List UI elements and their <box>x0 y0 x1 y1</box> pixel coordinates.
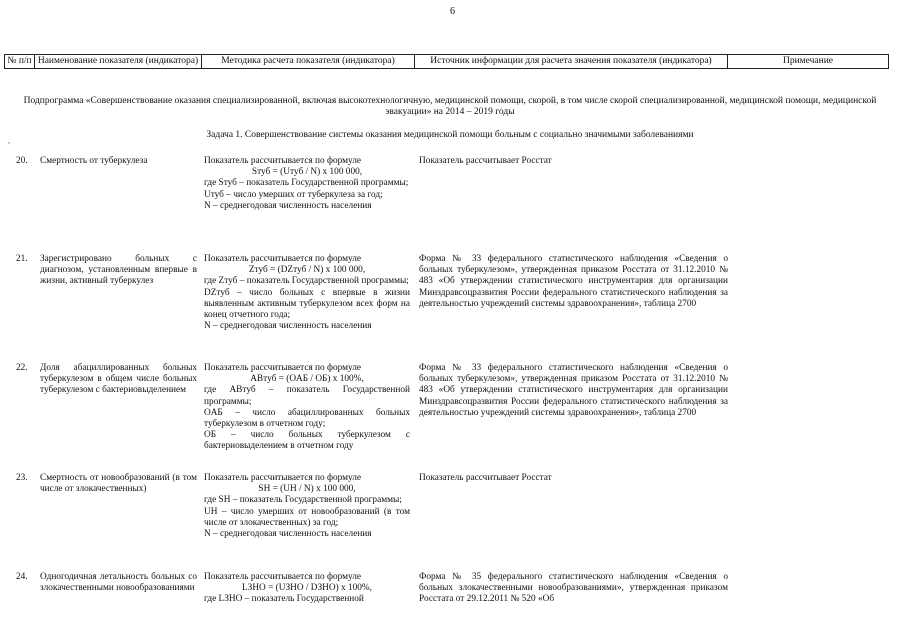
method-line: где Zтуб – показатель Государственной программы; <box>204 276 409 287</box>
method-cell <box>204 572 410 606</box>
method-line: Uтуб – число умерших от туберкулеза за год; <box>204 189 383 200</box>
method-line: OАБ – число абациллированных больных туберкулезом в отчетном году; <box>204 407 410 430</box>
method-cell <box>204 363 410 453</box>
method-line: где SH – показатель Государственной программы; <box>204 495 402 506</box>
source-cell: Форма № 33 федерального статистического наблюдения «Сведения о больных туберкулезом», утвержденная приказом Росстата от 31.12.2010 № 483 «Об утверждении статистического инструментария для организации Минздравсоцразвития России федерального статистического наблюдения за деятельностью учреждений системы здравоохранения», таблица 2700 <box>419 254 728 309</box>
method-line: DZтуб – число больных с впервые в жизни выявленным активным туберкулезом всех форм на конец отчетного года; <box>204 287 410 321</box>
header-num: № п/п <box>5 55 35 69</box>
row-number: 23. <box>16 473 28 483</box>
method-line: UH – число умерших от новообразований (в том числе от злокачественных) за год; <box>204 506 410 528</box>
row-number: 24. <box>16 572 28 582</box>
formula: SH = (UH / N) x 100 000, <box>258 484 356 495</box>
formula: Zтуб = (DZтуб / N) x 100 000, <box>248 265 366 276</box>
header-note: Примечание <box>728 55 889 69</box>
method-line: N – среднегодовая численность населения <box>204 200 372 211</box>
formula: Sтуб = (Uтуб / N) x 100 000, <box>251 167 363 178</box>
method-intro: Показатель рассчитывается по формуле <box>204 156 362 166</box>
method-line: где Sтуб – показатель Государственной программы; <box>204 178 409 189</box>
formula: LЗНО = (UЗНО / DЗНО) x 100%, <box>242 583 372 594</box>
page-number: 6 <box>450 6 455 17</box>
subprogram-title: Подпрограмма «Совершенствование оказания специализированной, включая высокотехнологичную, медицинской помощи, скорой, в том числе скорой специализированной, медицинской помощи, медицинской эвакуации» на 2014 – 2019 годы <box>23 96 877 117</box>
method-cell <box>204 254 410 332</box>
method-line: OБ – число больных туберкулезом с бактериовыделением в отчетном году <box>204 430 410 452</box>
method-cell <box>204 156 410 212</box>
indicator-name: Смертность от новообразований (в том числе от злокачественных) <box>40 473 197 495</box>
table-header <box>4 54 889 69</box>
source-cell: Показатель рассчитывает Росстат <box>419 473 552 483</box>
method-intro: Показатель рассчитывается по формуле <box>204 254 362 264</box>
scan-speck: , <box>8 136 10 145</box>
header-source: Источник информации для расчета значения показателя (индикатора) <box>415 55 728 69</box>
method-intro: Показатель рассчитывается по формуле <box>204 572 362 582</box>
row-number: 22. <box>16 363 28 373</box>
row-number: 20. <box>16 156 28 166</box>
source-cell: Форма № 35 федерального статистического наблюдения «Сведения о больных злокачественными новообразованиями», утвержденная приказом Росстата от 29.12.2011 № 520 «Об <box>419 572 728 605</box>
method-line: где LЗНО – показатель Государственной <box>204 594 364 605</box>
row-number: 21. <box>16 254 28 264</box>
method-cell <box>204 473 410 540</box>
formula: ABтуб = (OАБ / OБ) x 100%, <box>250 374 364 385</box>
header-method: Методика расчета показателя (индикатора) <box>202 55 415 69</box>
source-cell: Показатель рассчитывает Росстат <box>419 156 552 166</box>
method-intro: Показатель рассчитывается по формуле <box>204 363 362 373</box>
header-name: Наименование показателя (индикатора) <box>35 55 202 69</box>
indicator-name: Одногодичная летальность больных со злокачественными новообразованиями <box>40 572 197 594</box>
source-cell: Форма № 33 федерального статистического наблюдения «Сведения о больных туберкулезом», утвержденная приказом Росстата от 31.12.2010 № 483 «Об утверждении статистического инструментария для организации Минздравсоцразвития России федерального статистического наблюдения за деятельностью учреждений системы здравоохранения», таблица 2700 <box>419 363 728 418</box>
indicator-name: Смертность от туберкулеза <box>40 156 148 166</box>
method-intro: Показатель рассчитывается по формуле <box>204 473 362 483</box>
indicator-name: Доля абациллированных больных туберкулезом в общем числе больных туберкулезом с бактериовыделением <box>40 363 197 396</box>
task-title: Задача 1. Совершенствование системы оказания медицинской помощи больным с социально значимыми заболеваниями <box>206 130 694 140</box>
method-line: где ABтуб – показатель Государственной программы; <box>204 385 410 407</box>
method-line: N – среднегодовая численность населения <box>204 529 372 540</box>
indicator-name: Зарегистрировано больных с диагнозом, установленным впервые в жизни, активный туберкулез <box>40 254 197 287</box>
method-line: N – среднегодовая численность населения <box>204 321 372 332</box>
